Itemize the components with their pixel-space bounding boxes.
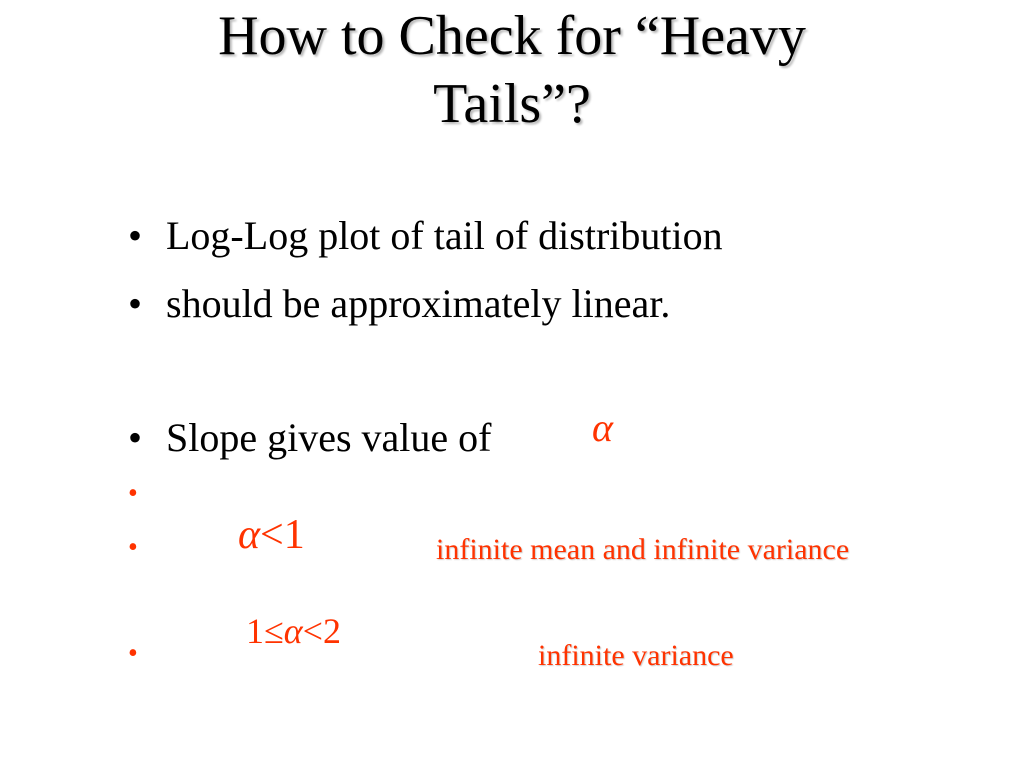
case2-op1: ≤ [264, 611, 284, 651]
bullet-text-3: Slope gives value of [166, 415, 492, 460]
case2-alpha: α [283, 611, 303, 651]
case2-rhs: 2 [322, 611, 341, 651]
red-bullet-marker-2: • [128, 532, 138, 563]
case1-description: infinite mean and infinite variance [436, 533, 850, 566]
bullet-marker-1: • [128, 213, 143, 258]
case1-rhs: 1 [283, 512, 305, 558]
case1-inequality [238, 510, 305, 560]
bullet-text-1: Log-Log plot of tail of distribution [166, 213, 723, 258]
bullet-marker-2: • [128, 281, 143, 326]
title-line-2: Tails”? [433, 73, 591, 135]
bullet-marker-3: • [128, 415, 143, 460]
red-bullet-marker-1: • [128, 478, 138, 509]
case1-alpha: α [238, 512, 261, 558]
case2-lhs: 1 [246, 611, 264, 651]
case2-description: infinite variance [538, 639, 734, 672]
bullet-text-2: should be approximately linear. [166, 281, 671, 326]
case1-op: < [260, 512, 284, 558]
alpha-symbol: α [592, 405, 613, 450]
slide-title [0, 2, 1024, 138]
red-bullet-marker-3: • [128, 638, 138, 669]
title-line-1: How to Check for “Heavy [218, 5, 806, 67]
case2-op2: < [302, 611, 323, 651]
case2-inequality [246, 610, 341, 652]
